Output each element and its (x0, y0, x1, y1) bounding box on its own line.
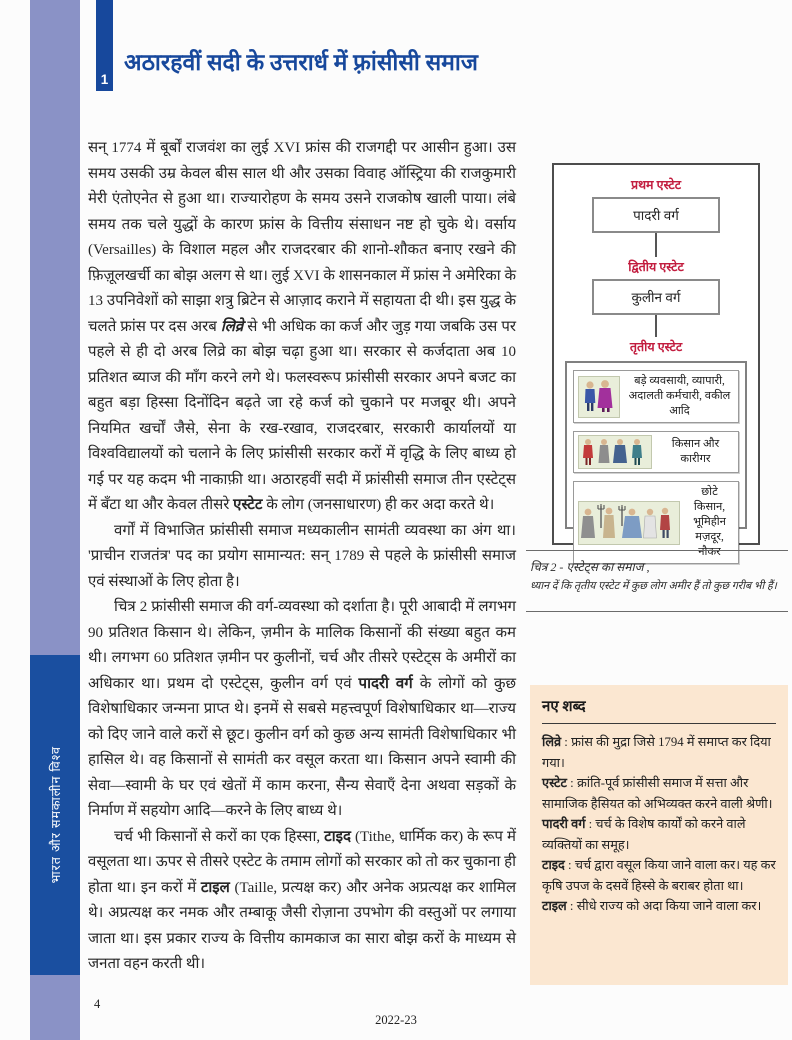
connector-line (655, 315, 657, 337)
new-words-entries (542, 732, 776, 917)
row-label: छोटे किसान, भूमिहीन मज़दूर, नौकर (693, 486, 726, 558)
new-word-entry-estate: एस्टेट : क्रांति-पूर्व फ्रांसीसी समाज में सत्ता और सामाजिक हैसियत को अभिव्यक्त करने वाली श्रेणी। (542, 776, 773, 811)
small-peasants-servants-figures-illustration (578, 501, 680, 545)
third-estate-row-peasants-artisans (573, 431, 739, 473)
third-estate-box (565, 361, 747, 558)
paragraph-1: सन् 1774 में बूर्बों राजवंश का लुई XVI फ्रांस की राजगद्दी पर आसीन हुआ। उस समय उसकी उम्र केवल बीस साल थी और उसका विवाह ऑस्ट्रिया की राजकुमारी मेरी एंतोएनेत से हुआ था। राज्यारोहण के समय उसने राजकोष खाली पाया। लंबे समय तक चले युद्धों के कारण फ्रांस के वित्तीय संसाधन नष्ट हो चुके थे। वर्साय (Versailles) के विशाल महल और राजदरबार की शानो-शौकत बनाए रखने की फ़िज़ूलखर्ची का बोझ अलग से था। लुई XVI के शासनकाल में फ्रांस ने अमेरिका के 13 उपनिवेशों को साझा शत्रु ब्रिटेन से आज़ाद कराने में सहायता दी थी। इस युद्ध के चलते फ्रांस पर दस अरब लिव्रे से भी अधिक का कर्ज और जुड़ गया जबकि उस पर पहले से ही दो अरब लिव्रे का बोझ चढ़ा हुआ था। सरकार से कर्जदाता अब 10 प्रतिशत ब्याज की माँग करने लगे थे। फलस्वरूप फ्रांसीसी सरकार अपने बजट का बहुत बड़ा हिस्सा दिनोंदिन बढ़ते जा रहे कर्ज को चुकाने पर मजबूर थी। अपने नियमित खर्चों जैसे, सेना के रख-रखाव, राजदरबार, सरकारी कार्यालयों या विश्वविद्यालयों को चलाने के लिए फ्रांसीसी सरकार करों में वृद्धि के लिए बाध्य हो गई पर यह कदम भी नाकाफ़ी था। अठारहवीं सदी में फ्रांसीसी समाज तीन एस्टेट्स में बँटा था और केवल तीसरे एस्टेट के लोग (जनसाधारण) ही कर अदा करते थे। (88, 140, 516, 513)
new-word-entry-taille: टाइल : सीधे राज्य को अदा किया जाने वाला कर। (542, 899, 762, 913)
peasants-artisans-figures-illustration (578, 435, 652, 469)
third-estate-label: तृतीय एस्टेट (629, 340, 683, 354)
book-title-vertical: भारत और समकालीन विश्व (48, 746, 63, 884)
paragraph-2: वर्गों में विभाजित फ्रांसीसी समाज मध्यकालीन सामंती व्यवस्था का अंग था। 'प्राचीन राजतंत्र' पद का प्रयोग सामान्यत: सन् 1789 से पहले के फ्रांसीसी समाज एवं संस्थाओं के लिए होता है। (88, 522, 516, 590)
big-businessmen-figures-illustration (578, 376, 620, 418)
chapter-number-box (96, 0, 113, 91)
chapter-number: 1 (100, 72, 109, 87)
page-number: 4 (94, 997, 101, 1011)
estates-society-figure (552, 163, 760, 558)
row-label: बड़े व्यवसायी, व्यापारी, अदालती कर्मचारी, वकील आदि (628, 375, 731, 417)
chapter-title: अठारहवीं सदी के उत्तरार्ध में फ़्रांसीसी समाज (124, 50, 478, 75)
new-words-box (530, 685, 788, 985)
body-text (88, 136, 516, 978)
sidebar-dark-band (30, 655, 80, 975)
third-estate-row-businessmen (573, 370, 739, 423)
row-label: किसान और कारीगर (671, 438, 720, 465)
paragraph-4: चर्च भी किसानों से करों का एक हिस्सा, टाइद (Tithe, धार्मिक कर) के रूप में वसूलता था। ऊपर से तीसरे एस्टेट के तमाम लोगों को सरकार को तो कर चुकाना ही होता था। इन करों में टाइल (Taille, प्रत्यक्ष कर) और अनेक अप्रत्यक्ष कर शामिल थे। अप्रत्यक्ष कर नमक और तम्बाकू जैसी रोज़ाना उपभोग की वस्तुओं पर लगाया जाता था। इस प्रकार राज्य के वित्तीय कामकाज का सारा बोझ करों के माध्यम से जनता वहन करती थी। (88, 828, 516, 972)
new-word-entry-tithe: टाइद : चर्च द्वारा वसूल किया जाने वाला कर। यह कर कृषि उपज के दसवें हिस्से के बराबर होता था। (542, 858, 776, 893)
edition-year: 2022-23 (375, 1013, 417, 1027)
new-word-entry-livre: लिव्रे : फ्रांस की मुद्रा जिसे 1794 में समाप्त कर दिया गया। (542, 735, 771, 770)
first-estate-label: प्रथम एस्टेट (630, 178, 682, 192)
connector-line (655, 233, 657, 257)
new-words-title: नए शब्द (542, 696, 776, 724)
figure-caption-title: चित्र 2 - एस्टेट्स का समाज , (530, 560, 650, 574)
figure-caption (526, 550, 788, 612)
new-word-entry-clergy: पादरी वर्ग : चर्च के विशेष कार्यों को करने वाले व्यक्तियों का समूह। (542, 817, 746, 852)
paragraph-3: चित्र 2 फ्रांसीसी समाज की वर्ग-व्यवस्था को दर्शाता है। पूरी आबादी में लगभग 90 प्रतिशत किसान थे। लेकिन, ज़मीन के मालिक किसानों की संख्या बहुत कम थी। लगभग 60 प्रतिशत ज़मीन पर कुलीनों, चर्च और तीसरे एस्टेट्स के अमीरों का अधिकार था। प्रथम दो एस्टेट्स, कुलीन वर्ग एवं पादरी वर्ग के लोगों को कुछ विशेषाधिकार जन्मना प्राप्त थे। इनमें से सबसे महत्त्वपूर्ण विशेषाधिकार था—राज्य को दिए जाने वाले करों से छूट। कुलीन वर्ग को कुछ अन्य सामंती विशेषाधिकार भी हासिल थे। वह किसानों से सामंती कर वसूल करता था। किसान अपने स्वामी की सेवा—स्वामी के घर एवं खेतों में काम करना, सैन्य सेवाएँ देना अथवा सड़कों के निर्माण में सहयोग आदि—करने के लिए बाध्य थे। (88, 599, 516, 819)
second-estate-label: द्वितीय एस्टेट (628, 260, 684, 274)
figure-caption-note: ध्यान दें कि तृतीय एस्टेट में कुछ लोग अमीर हैं तो कुछ गरीब भी हैं। (530, 580, 777, 592)
clergy-box: पादरी वर्ग (592, 197, 720, 233)
nobility-box: कुलीन वर्ग (592, 279, 720, 315)
